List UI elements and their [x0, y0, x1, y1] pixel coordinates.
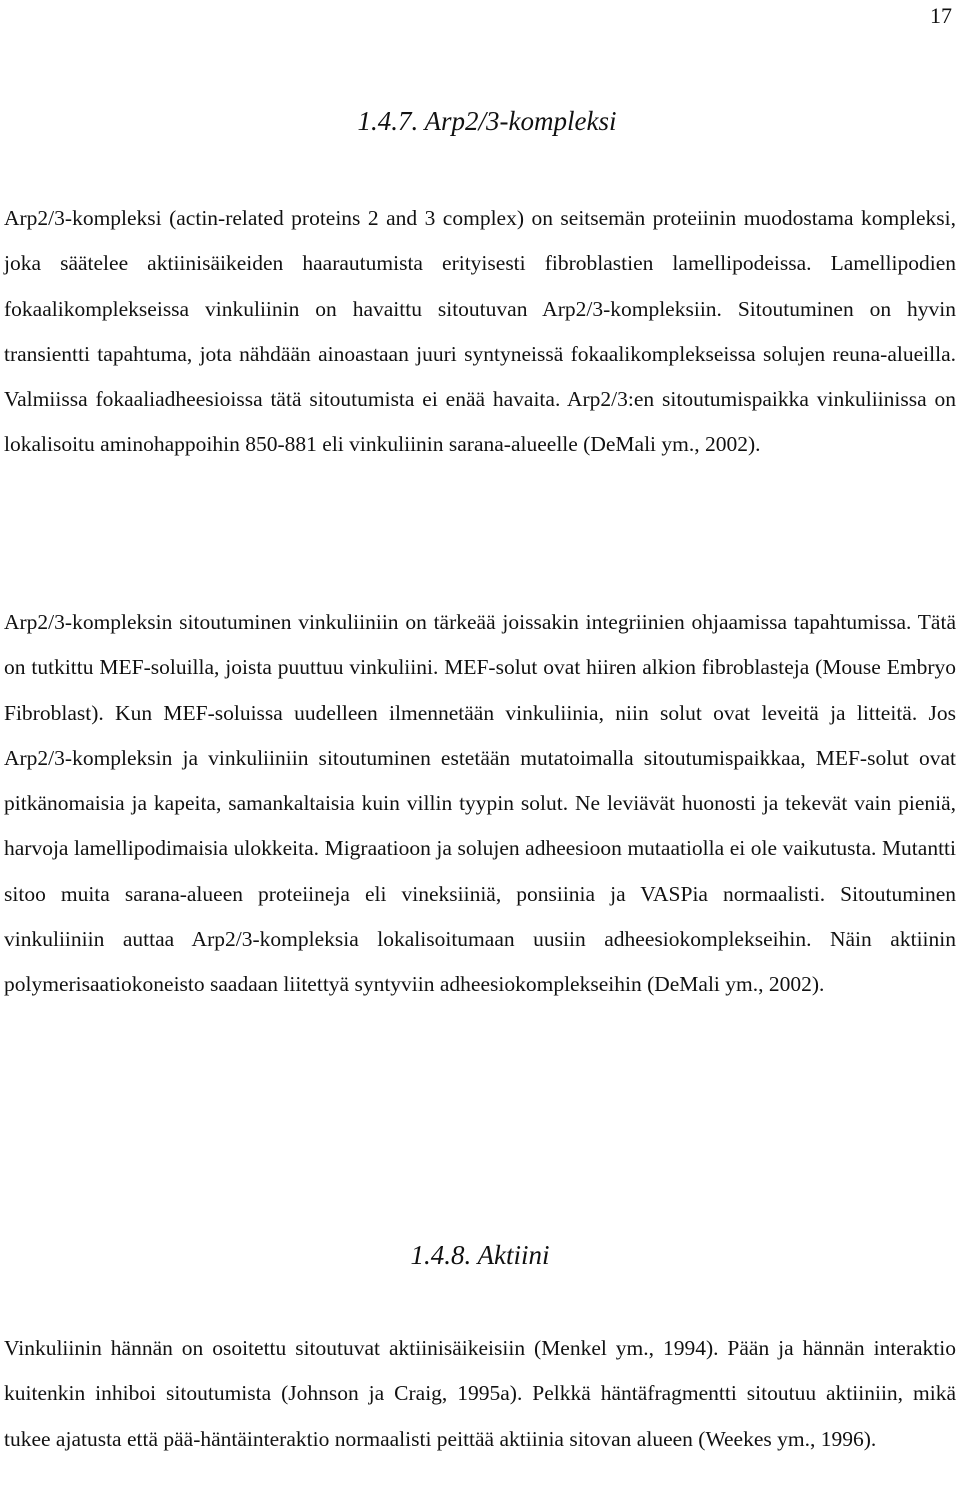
paragraph-arp23-mef: Arp2/3-kompleksin sitoutuminen vinkuliiniin on tärkeää joissakin integriinien ohjaamissa tapahtumissa. Tätä on tutkittu MEF-soluilla, joista puuttuu vinkuliini. MEF-solut ovat hiiren alkion fibroblasteja (Mouse Embryo Fibroblast). Kun MEF-soluissa uudelleen ilmennetään vinkuliinia, niin solut ovat leveitä ja litteitä. Jos Arp2/3-kompleksin ja vinkuliiniin sitoutuminen estetään mutatoimalla sitoutumispaikkaa, MEF-solut ovat pitkänomaisia ja kapeita, samankaltaisia kuin villin tyypin solut. Ne leviävät huonosti ja tekevät vain pieniä, harvoja lamellipodimaisia ulokkeita. Migraatioon ja solujen adheesioon mutaatiolla ei ole vaikutusta. Mutantti sitoo muita sarana-alueen proteiineja eli vineksiiniä, ponsiinia ja VASPia normaalisti. Sitoutuminen vinkuliiniin auttaa Arp2/3-kompleksia lokalisoitumaan uusiin adheesiokomplekseihin. Näin aktiinin polymerisaatiokoneisto saadaan liitettyä syntyviin adheesiokomplekseihin (DeMali ym., 2002).: [4, 610, 956, 997]
paragraph-arp23-intro: Arp2/3-kompleksi (actin-related proteins 2 and 3 complex) on seitsemän proteiinin muodostama kompleksi, joka säätelee aktiinisäikeiden haarautumista erityisesti fibroblastien lamellipodeissa. Lamellipodien fokaalikomplekseissa vinkuliinin on havaittu sitoutuvan Arp2/3-kompleksiin. Sitoutuminen on hyvin transientti tapahtuma, jota nähdään ainoastaan juuri syntyneissä fokaalikomplekseissa solujen reuna-alueilla. Valmiissa fokaaliadheesioissa tätä sitoutumista ei enää havaita. Arp2/3:en sitoutumispaikka vinkuliinissa on lokalisoitu aminohappoihin 850-881 eli vinkuliinin sarana-alueelle (DeMali ym., 2002).: [4, 206, 956, 457]
section-heading-arp23: 1.4.7. Arp2/3-kompleksi: [357, 106, 617, 136]
section-heading-aktiini: 1.4.8. Aktiini: [410, 1240, 550, 1270]
page-number: 17: [930, 3, 952, 28]
paragraph-aktiini: Vinkuliinin hännän on osoitettu sitoutuvat aktiinisäikeisiin (Menkel ym., 1994). Pään ja hännän interaktio kuitenkin inhiboi sitoutumista (Johnson ja Craig, 1995a). Pelkkä häntäfragmentti sitoutuu aktiiniin, mikä tukee ajatusta että pää-häntäinteraktio normaalisti peittää aktiinia sitovan alueen (Weekes ym., 1996).: [4, 1336, 956, 1451]
